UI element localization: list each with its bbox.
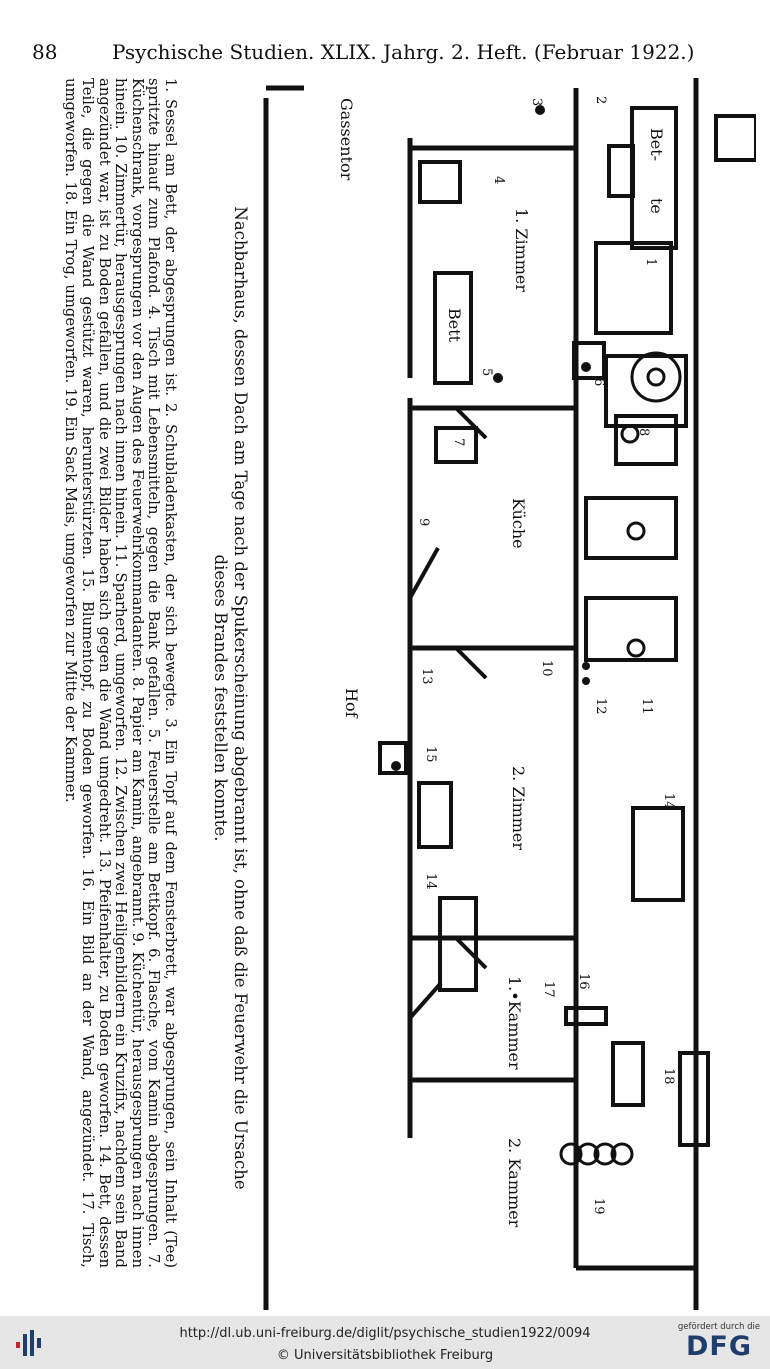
- dfg-funding-text: gefördert durch die: [677, 1322, 761, 1332]
- rotated-box: [36, 78, 756, 1310]
- item-number-4: 4: [491, 176, 506, 185]
- item-number-2: 2: [593, 96, 608, 105]
- label-bett2: Bett: [445, 308, 464, 343]
- item-number-16: 16: [576, 973, 591, 990]
- item-number-9: 9: [416, 518, 431, 527]
- rotated-content: [36, 78, 756, 1310]
- label-hof: Hof: [342, 688, 361, 718]
- label-zimmer2: 2. Zimmer: [509, 766, 528, 851]
- item-number-8: 8: [636, 428, 651, 437]
- running-title: Psychische Studien. XLIX. Jahrg. 2. Heft. (Februar 1922.): [112, 40, 695, 64]
- item-number-3: 3: [529, 98, 544, 107]
- item-number-11: 11: [639, 698, 654, 715]
- page-header: [30, 40, 740, 70]
- caption-line-2: dieses Brandes feststellen konnte.: [211, 554, 230, 842]
- label-kammer2: 2. Kammer: [505, 1138, 524, 1228]
- label-zimmer1: 1. Zimmer: [512, 208, 531, 293]
- item-number-13: 13: [419, 668, 434, 685]
- label-bett-top: Bet-: [647, 128, 666, 162]
- item-number-1: 1: [643, 258, 658, 267]
- label-kueche: Küche: [509, 498, 528, 549]
- label-bett-bottom: te: [647, 198, 666, 214]
- label-kammer1: 1.•Kammer: [505, 976, 524, 1070]
- source-url-link[interactable]: http://dl.ub.uni-freiburg.de/diglit/psychische_studien1922/0094: [179, 1326, 591, 1341]
- item-number-15: 15: [423, 746, 438, 763]
- viewer-footer: [0, 1316, 770, 1369]
- item-number-17: 17: [541, 981, 556, 998]
- item-number-6: 6: [591, 378, 606, 387]
- item-number-19: 19: [591, 1198, 606, 1215]
- item-number-7: 7: [451, 438, 466, 447]
- item-number-10: 10: [539, 660, 554, 677]
- item-number-5: 5: [479, 368, 494, 377]
- figure-caption: [210, 108, 250, 1288]
- copyright-text: © Universitätsbibliothek Freiburg: [276, 1348, 494, 1363]
- label-gassentor: Gassentor: [337, 98, 356, 181]
- dfg-logo-text: DFG: [685, 1331, 753, 1362]
- item-number-14a: 14: [661, 793, 676, 810]
- caption-line-1: Nachbarhaus, dessen Dach am Tage nach der Spukerscheinung abgebrannt ist, ohne daß die Feuerwehr die Ursache: [231, 206, 250, 1190]
- item-number-12: 12: [593, 698, 608, 715]
- item-number-18: 18: [661, 1068, 676, 1085]
- figure-legend: 1. Sessel am Bett, der abgesprungen ist. 2. Schubladenkasten, der sich bewegte. 3. Ein Topf auf dem Fensterbrett, war abgesprungen, sein Inhalt (Tee) spritzte hinauf zum Plafond. 4. Tisch mit Lebensmitteln, gegen die Bank gefallen. 5. Feuerstelle am Bettkopf. 6. Flasche, vom Kamin abgesprungen. 7. Küchenschrank, vorgesprungen vor den Augen des Feuerwehrkommandanten. 8. Papier am Kamin, angebrannt. 9. Küchentür, herausgesprungen nach innen hinein. 10. Zimmertür, herausgesprungen nach innen hinein. 11. Sparherd, umgeworfen. 12. Zwischen zwei Heiligenbildern ein Kruzifix, nachdem sein Band angezündet war, ist zu Boden gefallen, und die zwei Bilder haben sich gegen die Wand umgedreht. 13. Pfeifenhalter, zu Boden geworfen. 14. Bett, dessen Teile, die gegen die Wand gestützt waren, herunterstürzten. 15. Blumentopf, zu Boden geworfen. 16. Ein Bild an der Wand, angezündet. 17. Tisch, umgeworfen. 18. Ein Trog, umgeworfen. 19. Ein Sack Mais, umgeworfen zur Mitte der Kammer.: [62, 78, 179, 1268]
- page-number: 88: [32, 40, 58, 64]
- dfg-logo: [676, 1322, 762, 1366]
- item-number-14b: 14: [423, 873, 438, 890]
